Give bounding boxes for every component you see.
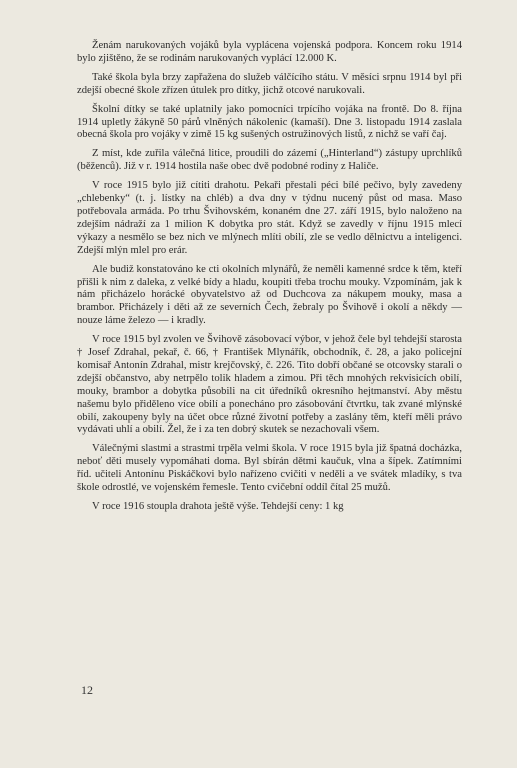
body-text: [77, 40, 462, 520]
paragraph: Z míst, kde zuřila válečná litice, proudili do zázemí („Hinterland“) zástupy uprchlíků (běženců). Již v r. 1914 hostila naše obec dvě podobné rodiny z Haliče.: [77, 148, 462, 173]
paragraph: Ale budiž konstatováno ke cti okolních mlynářů, že neměli kamenné srdce k těm, kteří přišli k nim z daleka, z velké bídy a hladu, koupiti třeba trochu mouky. Vzpomínám, jak k nám přicházelo horácké obyvatelstvo až od Duchcova za nákupem mouky, masa a brambor. Přicházely i děti až ze severních Čech, žebraly po Švihově i okolí a někdy — nouze láme železo — i kradly.: [77, 263, 462, 327]
paragraph: Ženám narukovaných vojáků byla vyplácena vojenská podpora. Koncem roku 1914 bylo zjištěno, že se rodinám narukovaných vyplácí 12.000 K.: [77, 40, 462, 64]
paragraph: V roce 1915 bylo již cítiti drahotu. Pekaři přestali péci bílé pečivo, byly zavedeny „chlebenky“ (t. j. lístky na chléb) a dva dny v týdnu nucený půst od masa. Maso potřebovala armáda. Po trhu Švihovském, konaném dne 27. září 1915, bylo naloženo na zdejším nádraží za 1 milion K dobytka pro stát. Když se zavedly v říjnu 1915 mlecí výkazy a nesmělo se bez nich ve mlýnech mlíti obilí, zle se vedlo dělnictvu a inteligenci. Zdejší mlýn mlel pro erár.: [77, 180, 462, 256]
paragraph: Školní dítky se také uplatnily jako pomocníci trpícího vojáka na frontě. Do 8. října 1914 upletly žákyně 50 párů vlněných nákolenic (kamaší). Dne 3. listopadu 1914 zaslala obecná škola pro vojáky v zimě 15 kg sušených ostružinových listů, z nichž se vaří čaj.: [77, 103, 462, 141]
paragraph: V roce 1916 stoupla drahota ještě výše. Tehdejší ceny: 1 kg: [92, 501, 344, 512]
paragraph: Válečnými slastmi a strastmi trpěla velmi škola. V roce 1915 byla již špatná docházka, neboť děti musely vypomáhati doma. Byl sbírán dětmi kaučuk, vlna a šípek. Zatímními říd. učiteli Antonínu Piskáčkovi bylo nařízeno cvičiti v neděli a ve svátek mladíky, s tva škole odrostlé, ve vojenském řemesle. Tento cvičební oddíl čítal 25 mužů.: [77, 443, 462, 494]
paragraph: Také škola byla brzy zapřažena do služeb válčícího státu. V měsíci srpnu 1914 byl při zdejší obecné škole zřízen útulek pro dítky, jichž otcové narukovali.: [77, 71, 462, 96]
page-number: 12: [81, 683, 93, 697]
paragraph: V roce 1915 byl zvolen ve Švihově zásobovací výbor, v jehož čele byl tehdejší starosta † Josef Zdrahal, pekař, č. 66, † František Mlynářík, obchodník, č. 28, a jako policejní komisař Antonín Zdrahal, mistr krejčovský, č. 226. Tito dobří občané se otcovsky starali o zdejší občanstvo, aby netrpělo tolik hladem a zimou. Při těch mnohých rekvisicích obilí, mouky, brambor a dobytka působili na cit úředníků okresního hejtmanství. Aby městu našemu bylo přiděleno více obilí a ponecháno pro zásobování čtvrtku, tak zvané mlýnské obilí, zakoupeny byly na účet obce různé životní potřeby a zaslány těm, kteří měli právo vydávati uhlí a obilí. Žel, že i za ten dobrý skutek se nezachovali všem.: [77, 334, 462, 436]
